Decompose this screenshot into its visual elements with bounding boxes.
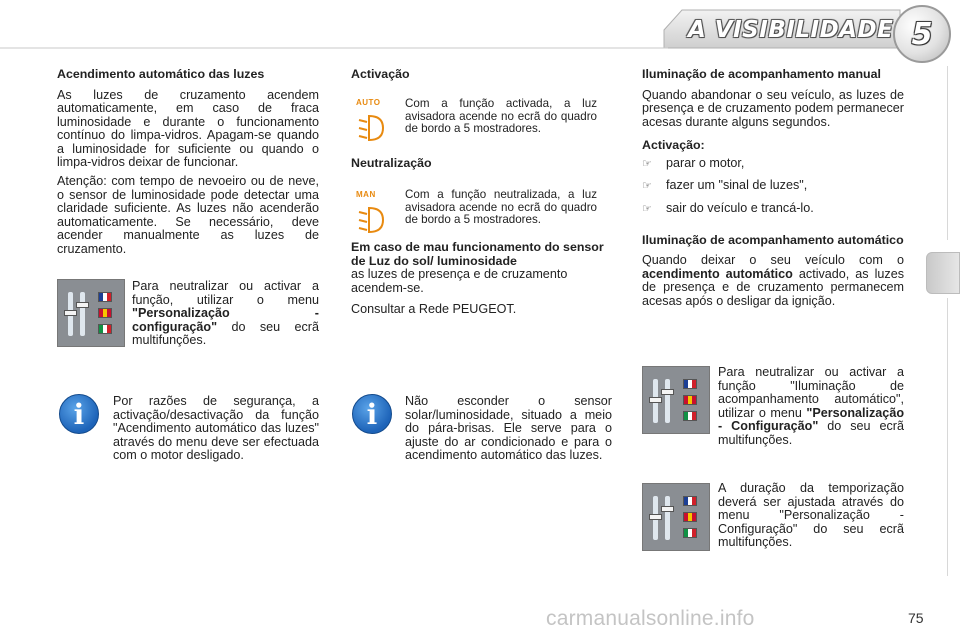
neutralization-heading: Neutralização xyxy=(351,156,432,170)
fault-heading: Em caso de mau funcionamento do sensor de Luz do sol/ luminosidade xyxy=(351,240,604,268)
chapter-number: 5 xyxy=(911,16,933,52)
neutralization-text: Com a função neutralizada, a luz avisadora acende no ecrã do quadro de bordo a 5 mostradores. xyxy=(405,188,597,227)
chapter-badge xyxy=(893,5,951,63)
menu-instruction-1: Para neutralizar ou activar a função, utilizar o menu "Personalização - configuração" do seu ecrã multifunções. xyxy=(132,279,320,348)
chapter-tab[interactable] xyxy=(928,414,948,472)
info-icon: i xyxy=(352,394,392,434)
steps-list xyxy=(642,157,904,217)
auto-lights-heading: Acendimento automático das luzes xyxy=(57,67,265,81)
list-item: ☞ fazer um "sinal de luzes", xyxy=(642,178,808,193)
info-note-2: Não esconder o sensor solar/luminosidade, situado a meio do pára-brisas. Ele serve para o ajuste do ar condicionado e para o acendimento automático das luzes. xyxy=(405,394,612,463)
pointing-hand-icon: ☞ xyxy=(642,180,652,193)
auto-guide-text: Quando deixar o seu veículo com o acendimento automático activado, as luzes de presença e de cruzamento permanecem acesas após o desligar da ignição. xyxy=(642,253,905,308)
chapter-tab[interactable] xyxy=(928,356,948,414)
column-1 xyxy=(57,68,319,257)
auto-lights-paragraph: As luzes de cruzamento acendem automaticamente, em caso de fraca luminosidade e durante o funcionamento contínuo do limpa-vidros. Apagam-se quando a luminosidade for suficiente ou quando o limpa-vidros deixar de funcionar. xyxy=(57,87,319,170)
chapter-tab-active[interactable] xyxy=(926,252,960,294)
settings-menu-icon xyxy=(642,366,710,434)
manual-guide-heading: Iluminação de acompanhamento manual xyxy=(642,67,881,81)
manual-activation-heading: Activação: xyxy=(642,138,705,153)
chapter-tabs xyxy=(928,66,948,576)
list-item: ☞ sair do veículo e trancá-lo. xyxy=(642,200,814,215)
menu-path: "Personalização - configuração" xyxy=(132,306,319,334)
settings-menu-icon xyxy=(57,279,125,347)
chapter-tab[interactable] xyxy=(928,472,948,530)
chapter-tab[interactable] xyxy=(928,182,948,240)
chapter-tab[interactable] xyxy=(928,298,948,356)
activation-text: Com a função activada, a luz avisadora acende no ecrã do quadro de bordo a 5 mostradores. xyxy=(405,97,597,136)
manual-lamp-warning-icon: MAN xyxy=(355,190,395,234)
manual-guide-text: Quando abandonar o seu veículo, as luzes de presença e de cruzamento podem permanecer acesas durante alguns segundos. xyxy=(642,87,904,129)
pointing-hand-icon: ☞ xyxy=(642,157,652,170)
chapter-tab[interactable] xyxy=(928,530,948,576)
fog-warning-paragraph: Atenção: com tempo de nevoeiro ou de neve, o sensor de luminosidade pode detectar uma claridade suficiente. As luzes não acenderão automaticamente. Se necessário, deve acender manualmente as luzes de cruzamento. xyxy=(57,174,319,257)
menu-instruction-3: A duração da temporização deverá ser ajustada através do menu "Personalização - Configuração" do seu ecrã multifunções. xyxy=(718,481,904,550)
activation-heading: Activação xyxy=(351,67,410,81)
auto-lamp-warning-icon: AUTO xyxy=(355,98,395,142)
pointing-hand-icon: ☞ xyxy=(642,202,652,215)
list-item: ☞ parar o motor, xyxy=(642,155,745,170)
page-title: A VISIBILIDADE xyxy=(688,17,894,43)
auto-guide-heading: Iluminação de acompanhamento automático xyxy=(642,232,904,247)
fault-text: as luzes de presença e de cruzamento acendem-se. xyxy=(351,267,568,295)
info-icon: i xyxy=(59,394,99,434)
chapter-tab[interactable] xyxy=(928,124,948,182)
chapter-tab[interactable] xyxy=(928,66,948,124)
info-note-1: Por razões de segurança, a activação/desactivação da função "Acendimento automático das luzes" através do menu deve ser efectuada com o motor desligado. xyxy=(113,394,319,463)
menu-instruction-2: Para neutralizar ou activar a função "Iluminação de acompanhamento automático", utilizar o menu "Personalização - Configuração" do seu ecrã multifunções. xyxy=(718,365,905,447)
settings-menu-icon xyxy=(642,483,710,551)
page-number: 75 xyxy=(908,610,924,626)
watermark: carmanualsonline.info xyxy=(546,607,755,630)
column-3 xyxy=(642,68,904,308)
consult-text: Consultar a Rede PEUGEOT. xyxy=(351,302,517,317)
fault-section xyxy=(351,241,611,317)
